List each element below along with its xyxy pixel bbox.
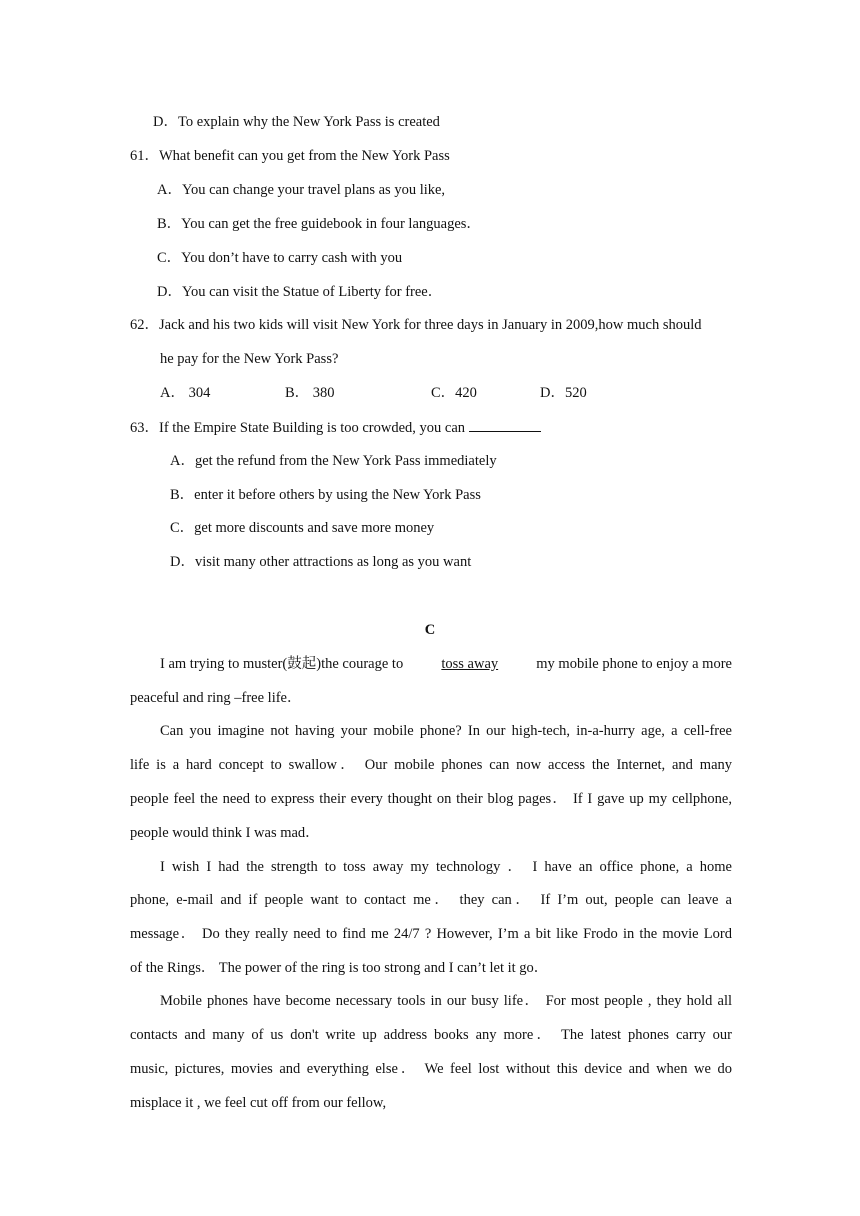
passage-p4-line4: misplace it , we feel cut off from our fellow,: [130, 1095, 387, 1111]
q63-option-c: C．get more discounts and save more money: [170, 520, 435, 536]
passage-p4-line2: contacts and many of us don't write up address books any more． The latest phones carry our: [130, 1027, 732, 1043]
p1-text-b: my mobile phone to enjoy a more: [536, 656, 732, 672]
q63-stem-text: 63．If the Empire State Building is too crowded, you can: [130, 420, 466, 436]
passage-p3-line2: phone, e-mail and if people want to contact me． they can． If I’m out, people can leave a: [130, 892, 732, 908]
passage-p2-line3: people feel the need to express their every thought on their blog pages． If I gave up my cellphone,: [130, 791, 732, 807]
passage-p2-line4: people would think I was mad．: [130, 825, 320, 841]
q63-stem: [130, 417, 541, 438]
q63-option-b: B．enter it before others by using the New York Pass: [170, 487, 481, 503]
passage-p3-line1: I wish I had the strength to toss away my technology ． I have an office phone, a home: [160, 859, 732, 875]
p1-underlined-phrase: toss away: [441, 656, 499, 672]
q62-option-a: A． 304: [160, 385, 211, 401]
q62-option-b: B． 380: [285, 385, 335, 401]
q63-option-d: D．visit many other attractions as long as you want: [170, 554, 472, 570]
q62-stem-line2: he pay for the New York Pass?: [160, 351, 339, 367]
passage-p3-line3: message． Do they really need to find me 24/7 ? However, I’m a bit like Frodo in the movie Lord: [130, 926, 732, 942]
passage-p1-line1: [160, 654, 732, 674]
q60-option-d: D．To explain why the New York Pass is created: [153, 114, 440, 130]
q62-stem-line1: 62．Jack and his two kids will visit New York for three days in January in 2009,how much should: [130, 317, 702, 333]
section-title: C: [424, 622, 436, 638]
passage-p3-line4: of the Rings． The power of the ring is too strong and I can’t let it go．: [130, 960, 549, 976]
q61-option-d: D．You can visit the Statue of Liberty for free．: [157, 284, 443, 300]
q62-option-d: D．520: [540, 385, 587, 401]
q61-option-c: C．You don’t have to carry cash with you: [157, 250, 403, 266]
q63-option-a: A．get the refund from the New York Pass immediately: [170, 453, 497, 469]
passage-p4-line1: Mobile phones have become necessary tools in our busy life． For most people , they hold all: [160, 993, 732, 1009]
passage-p4-line3: music, pictures, movies and everything else． We feel lost without this device and when we do: [130, 1061, 732, 1077]
q61-option-a: A．You can change your travel plans as you like,: [157, 182, 446, 198]
passage-p2-line1: Can you imagine not having your mobile phone? In our high-tech, in-a-hurry age, a cell-free: [160, 723, 732, 739]
q62-option-c: C．420: [431, 385, 477, 401]
q61-stem: 61．What benefit can you get from the New York Pass: [130, 148, 450, 164]
q61-option-b: B．You can get the free guidebook in four languages．: [157, 216, 481, 232]
answer-blank: [469, 417, 541, 432]
passage-p1-line2: peaceful and ring –free life．: [130, 690, 302, 706]
passage-p2-line2: life is a hard concept to swallow． Our mobile phones can now access the Internet, and many: [130, 757, 732, 773]
p1-text-a: I am trying to muster(鼓起)the courage to: [160, 656, 404, 672]
